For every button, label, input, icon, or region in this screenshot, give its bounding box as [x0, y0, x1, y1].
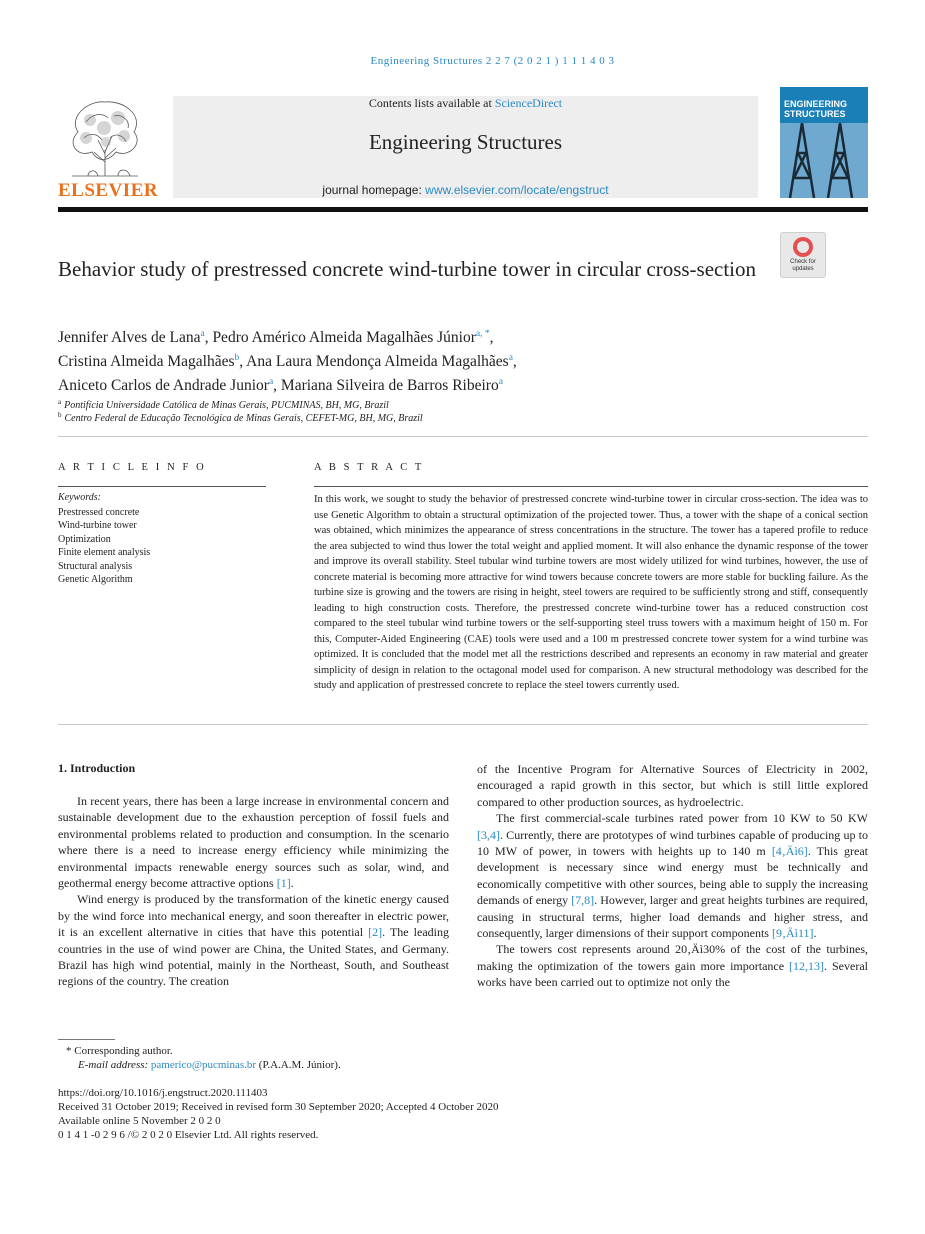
author-name: Pedro Américo Almeida Magalhães Júnior: [212, 329, 476, 346]
author-affiliation-mark[interactable]: b: [234, 353, 240, 363]
paragraph-text: . Currently, there are prototypes of wind turbines capable of producing up to 10 MW of power, in towers with heights up to 140 m: [477, 827, 868, 859]
journal-cover-thumbnail: [780, 87, 868, 198]
journal-homepage-line: [173, 183, 758, 197]
cover-title: ENGINEERING STRUCTURES: [784, 99, 848, 119]
journal-name: Engineering Structures: [368, 130, 563, 154]
title-block-divider: [58, 436, 868, 437]
article-title: Behavior study of prestressed concrete wind-turbine tower in circular cross-section: [58, 257, 757, 281]
citation-link[interactable]: [3,4]: [477, 827, 500, 842]
citation-link[interactable]: [12,13]: [789, 958, 825, 973]
keyword-item: Finite element analysis: [58, 547, 151, 559]
body-paragraph: [477, 810, 868, 941]
homepage-prefix: journal homepage:: [322, 183, 426, 197]
corresponding-author-note: * Corresponding author.: [66, 1045, 173, 1057]
keywords-label: Keywords:: [58, 492, 101, 503]
homepage-link[interactable]: www.elsevier.com/locate/engstruct: [425, 183, 609, 197]
paragraph-text: .: [813, 926, 817, 941]
abstract-heading: A B S T R A C T: [314, 462, 424, 473]
article-info-heading: A R T I C L E I N F O: [58, 462, 207, 473]
copyright-line: 0 1 4 1 -0 2 9 6 /© 2 0 2 0 Elsevier Ltd. All rights reserved.: [58, 1129, 319, 1141]
email-label: E-mail address:: [78, 1059, 151, 1071]
author-affiliation-mark[interactable]: a: [498, 377, 503, 387]
affiliation-text: Centro Federal de Educação Tecnológica de Minas Gerais, CEFET-MG, BH, MG, Brazil: [64, 413, 423, 424]
affiliation-mark: a: [58, 398, 62, 406]
body-right-column: [477, 761, 868, 991]
email-link[interactable]: pamerico@pucminas.br: [150, 1059, 257, 1071]
header-rule: [58, 207, 868, 212]
body-left-column: [58, 793, 449, 990]
author-name: Aniceto Carlos de Andrade Junior: [58, 377, 269, 394]
author-name: Jennifer Alves de Lana: [58, 329, 201, 346]
citation-link[interactable]: [7,8]: [571, 893, 595, 908]
section-heading-introduction: 1. Introduction: [58, 761, 136, 775]
affiliation-b: [58, 411, 423, 424]
footnote-rule: [58, 1039, 115, 1040]
updates-icon-center: [797, 241, 809, 253]
author-affiliation-mark[interactable]: a, *: [475, 329, 490, 339]
email-line: [78, 1058, 341, 1072]
citation-link[interactable]: [1]: [276, 876, 291, 891]
author-list: Jennifer Alves de Lana$^a$, Pedro Américo Almeida Magalhães Júnior$^{a, *}$, Cristina Almeida Magalhães$^b$, Ana Laura Mendonça Almeida Magalhães$^a$, Aniceto Carlos de Andrade Junior$^a$, Mariana Silveira de Barros Ribeiro$^a$: [58, 329, 517, 394]
cover-structure-image: [780, 123, 868, 198]
author-name: Ana Laura Mendonça Almeida Magalhães: [246, 353, 509, 370]
keyword-item: Genetic Algorithm: [58, 574, 133, 586]
contents-available-line: [173, 96, 758, 111]
available-online: Available online 5 November 2 0 2 0: [58, 1115, 221, 1127]
paragraph-text: In recent years, there has been a large increase in environmental concern and sustainable development due to the exhaustion perception of fossil fuels and environmental problems related to production and consumption. In the scenario where there is a need to increase energy efficiency while minimizing the environmental impacts renewable energy sources such as solar, wind, and geothermal energy become attractive options: [58, 794, 449, 891]
body-paragraph: of the Incentive Program for Alternative Sources of Electricity in 2002, encouraged a rapid growth in this sector, but which is still little explored compared to other production sources, as hydroelectric.: [477, 762, 868, 809]
sciencedirect-link[interactable]: ScienceDirect: [494, 96, 563, 110]
paragraph-text: The first commercial-scale turbines rated power from 10 KW to 50 KW: [496, 811, 868, 826]
paragraph-text: . However, larger and great heights turbines are required, causing in structural terms, higher load demands and higher stress, and consequently, larger dimensions of their support components: [477, 893, 868, 941]
paragraph-text: . Several works have been carried out to optimize not only the: [477, 958, 868, 990]
doi-link[interactable]: https://doi.org/10.1016/j.engstruct.2020.111403: [58, 1087, 268, 1099]
abstract-text: In this work, we sought to study the behavior of prestressed concrete wind-turbine tower in circular cross-section. The idea was to use Genetic Algorithm to obtain a structural optimization of the projected tower. Thus, a tower with the shape of a conical section was obtained, which minimizes the appearance of stress concentrations in the structure. The tower has a tapered profile to reduce the area subjected to wind thus lower the total weight and applied moment. It will also enhance the dynamic response of the tower and improve its overall stability. Steel tubular wind turbine towers are most widely utilized for wind turbines, however, the use of concrete material is becoming more attractive for wind towers because concrete towers are more stable for buckling failure. As the turbine size is growing and the towers are rising in height, steel towers are required to be sufficiently strong and stiff, consequently leading to high construction costs. Therefore, the prestressed concrete wind-turbine tower has a reduced construction cost compared to the steel tubular wind turbine towers or the self-supporting steel truss towers with a maximum height of 150 m. For this, Computer-Aided Engineering (CAE) tools were used and a 100 m prestressed concrete tower system for a wind turbine was optimized. It is concluded that the model met all the restrictions described and represents an economy in raw material and greater simplicity of design in relation to the octagonal model used for comparison. A new structural methodology was described for the study and application of prestressed concrete to replace the steel towers currently used.: [314, 494, 868, 691]
affiliation-text: Pontifícia Universidade Católica de Minas Gerais, PUCMINAS, BH, MG, Brazil: [64, 400, 389, 411]
keyword-item: Wind-turbine tower: [58, 520, 137, 532]
running-head[interactable]: Engineering Structures 2 2 7 (2 0 2 1 ) 1 1 1 4 0 3: [370, 55, 615, 67]
keywords-list: [58, 506, 150, 586]
check-for-updates-badge[interactable]: [780, 232, 826, 278]
author-name: Mariana Silveira de Barros Ribeiro: [280, 377, 499, 394]
keyword-item: Prestressed concrete: [58, 507, 140, 518]
paragraph-text: . The leading countries in the use of wind power are China, the United States, and Germany. Brazil has high wind potential, mainly in the Northeast, South, and Southeast regions of the country. The creation: [58, 925, 450, 989]
paragraph-text: Wind energy is produced by the transformation of the kinetic energy caused by the wind force into mechanical energy, and soon thereafter in electric power, it is an excellent alternative in cities that have this potential: [58, 892, 449, 940]
contents-prefix: Contents lists available at: [368, 96, 495, 110]
body-paragraph: [58, 793, 449, 891]
paragraph-text: The towers cost represents around 20‚Äì30% of the cost of the turbines, making the optimization of the towers gain more importance: [477, 942, 868, 973]
body-paragraph: [58, 891, 449, 989]
body-paragraph: [477, 941, 868, 990]
keyword-item: Structural analysis: [58, 560, 133, 572]
paragraph-text: . This great development is necessary since wind energy must be technically and economically competitive with other sources, being able to supply the increasing demands of energy: [477, 844, 868, 908]
affiliation-a: [58, 398, 389, 411]
keyword-item: Optimization: [58, 533, 111, 545]
elsevier-wordmark: ELSEVIER: [58, 180, 159, 201]
affiliation-mark: b: [58, 411, 62, 419]
email-suffix: (P.A.A.M. Júnior).: [256, 1059, 341, 1071]
author-affiliation-mark[interactable]: a: [508, 353, 513, 363]
citation-link[interactable]: [9‚Äì11]: [771, 926, 814, 941]
check-for-updates-label: Check for updates: [790, 259, 816, 272]
author-affiliation-mark[interactable]: a: [200, 329, 205, 339]
abstract-divider: [58, 724, 868, 725]
author-name: Cristina Almeida Magalhães: [58, 353, 235, 370]
author-affiliation-mark[interactable]: a: [268, 377, 274, 387]
article-info-rule: [58, 486, 266, 487]
citation-link[interactable]: [4‚Äì6]: [771, 844, 808, 859]
paragraph-text: .: [290, 876, 294, 891]
citation-link[interactable]: [2]: [368, 925, 383, 940]
received-dates: Received 31 October 2019; Received in revised form 30 September 2020; Accepted 4 October 2020: [58, 1101, 499, 1113]
abstract-rule: [314, 486, 868, 487]
